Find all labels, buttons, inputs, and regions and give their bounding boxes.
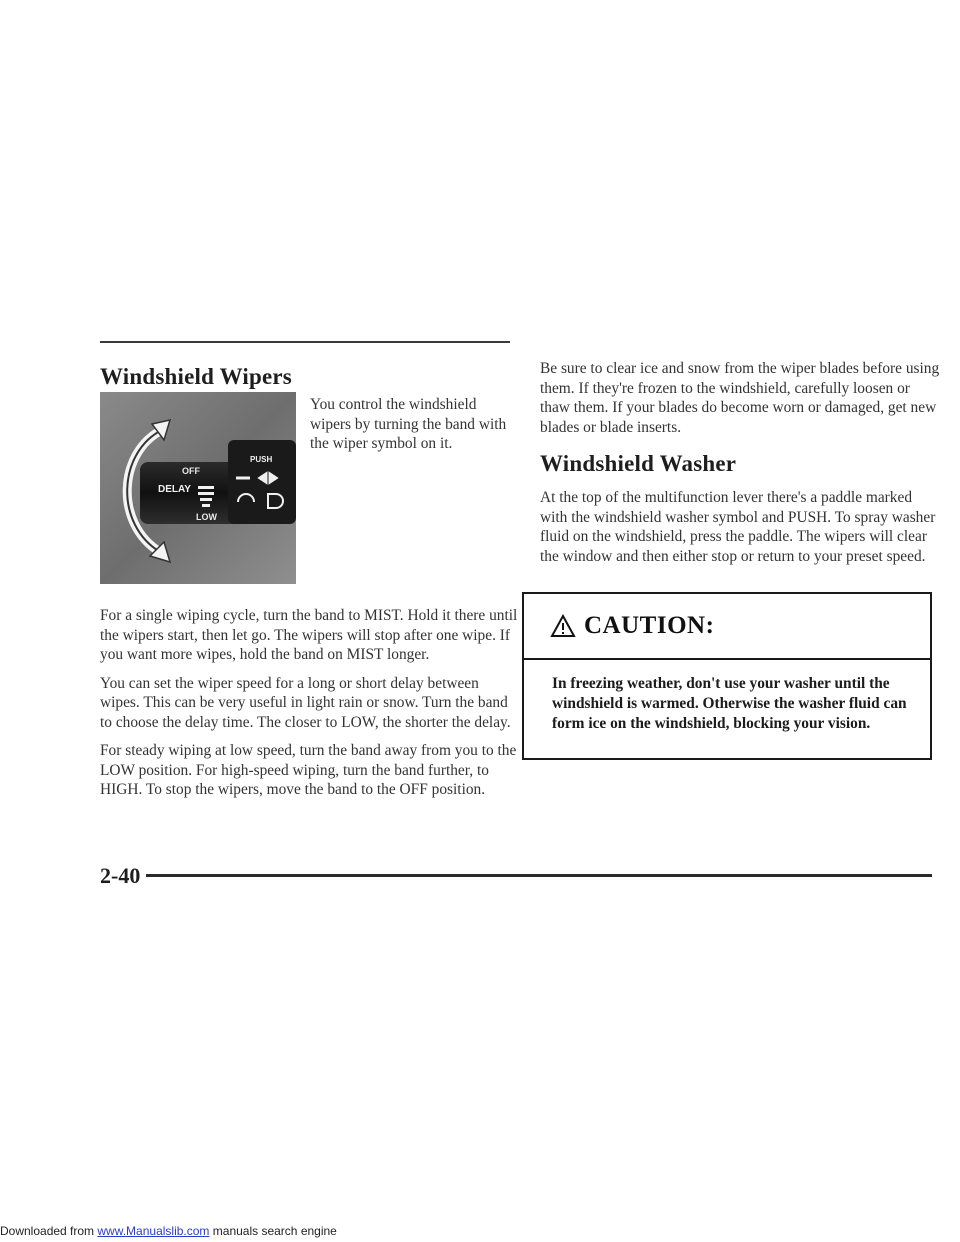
label-off: OFF: [182, 466, 200, 476]
wipers-intro-text: You control the windshield wipers by turning the band with the wiper symbol on it.: [310, 396, 507, 452]
section-title: Windshield Wipers: [100, 364, 292, 389]
footer-suffix: manuals search engine: [209, 1224, 337, 1238]
paragraph-delay: You can set the wiper speed for a long or short delay between wipes. This can be very useful in light rain or snow. Turn the band to choose the delay time. The closer to LOW, the shorter the delay.: [100, 674, 511, 731]
washer-title: Windshield Washer: [540, 451, 737, 476]
paragraph-mist: For a single wiping cycle, turn the band to MIST. Hold it there until the wipers start, then let go. The wipers will stop after one wipe. If you want more wipes, hold the band on MIST longer.: [100, 607, 518, 663]
caution-title: CAUTION:: [584, 612, 715, 639]
label-push: PUSH: [250, 455, 273, 464]
wipers-instructions: [100, 606, 520, 800]
clear-ice-text: Be sure to clear ice and snow from the wiper blades before using them. If they're frozen to the windshield, carefully loosen or thaw them. If your blades do become worn or damaged, get new blades or blade inserts.: [540, 360, 940, 436]
caution-header: [524, 594, 930, 660]
wiper-band-illustration: [100, 392, 296, 584]
page-number: 2-40: [100, 863, 141, 888]
label-low: LOW: [196, 512, 217, 522]
caution-text: In freezing weather, don't use your washer until the windshield is warmed. Otherwise the washer fluid can form ice on the windshield, blocking your vision.: [552, 675, 907, 732]
washer-text: At the top of the multifunction lever there's a paddle marked with the windshield washer symbol and PUSH. To spray washer fluid on the windshield, press the paddle. The wipers will clear the window and then either stop or return to your preset speed.: [540, 489, 936, 565]
bottom-rule: [146, 874, 932, 877]
footer-prefix: Downloaded from: [0, 1224, 98, 1238]
warning-triangle-icon: [550, 614, 576, 638]
download-footer: [0, 1224, 337, 1238]
wiper-control-photo: [100, 392, 296, 584]
paragraph-steady: For steady wiping at low speed, turn the band away from you to the LOW position. For high-speed wiping, turn the band further, to HIGH. To stop the wipers, move the band to the OFF position.: [100, 742, 517, 798]
manualslib-link[interactable]: www.Manualslib.com: [97, 1224, 210, 1238]
label-delay: DELAY: [158, 484, 191, 495]
caution-box: [522, 592, 932, 760]
top-rule: [100, 341, 510, 343]
